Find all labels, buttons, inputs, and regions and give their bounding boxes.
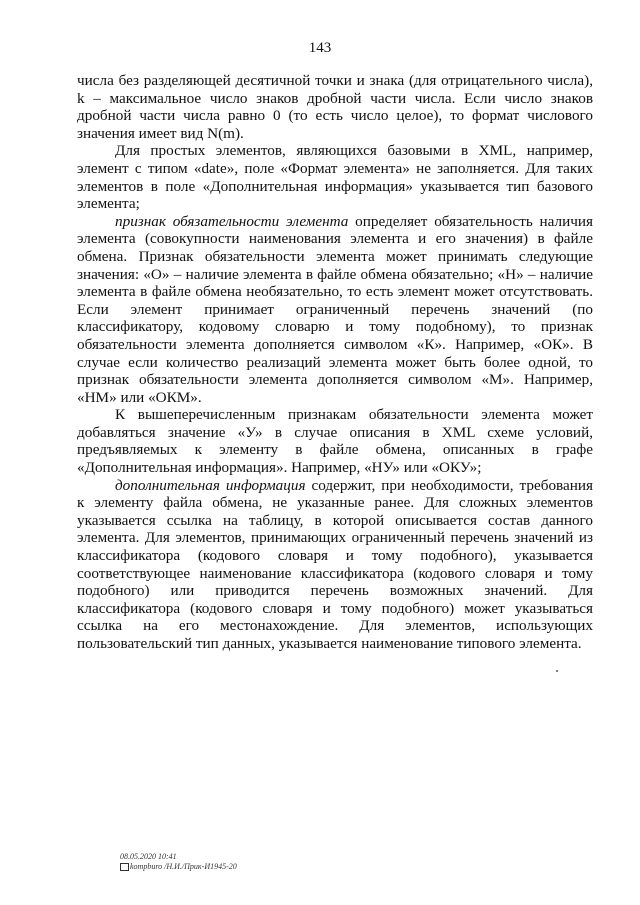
footer-file-reference <box>120 862 237 872</box>
paragraph <box>77 142 593 212</box>
page-number: 143 <box>308 40 332 56</box>
footer-file-path: kompburo /Н.И./Прик-И1945-20 <box>130 862 237 871</box>
paragraph-text: числа без разделяющей десятичной точки и знака (для отрицательного числа), k – максимальное число знаков дробной части числа. Если число знаков дробной части числа равно 0 (то есть число целое), то формат числового значения имеет вид N(m). <box>77 72 593 142</box>
paragraph-text: определяет обязательность наличия элемента (совокупности наименования элемента и его значения) в файле обмена. Признак обязательности элемента может принимать следующие значения: «О» – наличие элемента в файле обмена обязательно; «Н» – наличие элемента в файле обмена необязательно, то есть элемент может отсутствовать. Если элемент принимает ограниченный перечень значений (по классификатору, кодовому словарю и тому подобному), то признак обязательности элемента дополняется символом «К». Например, «ОК». В случае если количество реализаций элемента может быть более одной, то признак обязательности элемента дополняется символом «М». Например, «НМ» или «ОКМ». <box>77 212 593 406</box>
paragraph <box>77 213 593 407</box>
paragraph <box>77 406 593 476</box>
paragraph-text: К вышеперечисленным признакам обязательности элемента может добавляться значение «У» в случае описания в XML схеме условий, предъявляемых к элементу в файле обмена, описанных в графе «Дополнительная информация». Например, «НУ» или «ОКУ»; <box>77 406 593 477</box>
scan-speck <box>556 670 558 672</box>
paragraph <box>77 72 593 142</box>
document-body <box>77 72 593 653</box>
paragraph-text: содержит, при необходимости, требования к элементу файла обмена, не указанные ранее. Для сложных элементов указывается ссылка на таблицу, в которой описывается состав данного элемента. Для элементов, принимающих ограниченный перечень значений из классификатора (кодового словаря и тому подобного), указывается соответствующее наименование классификатора (кодового словаря и тому подобного) или приводится перечень возможных значений. Для классификатора (кодового словаря и тому подобного) может указываться ссылка на его местонахождение. Для элементов, использующих пользовательский тип данных, указывается наименование типового элемента. <box>77 476 593 652</box>
defined-term: признак обязательности элемента <box>115 212 349 230</box>
footer-timestamp: 08.05.2020 10:41 <box>120 852 177 861</box>
paragraph-text: Для простых элементов, являющихся базовыми в XML, например, элемент с типом «date», поле «Формат элемента» не заполняется. Для таких элементов в поле «Дополнительная информация» указывается тип базового элемента; <box>77 142 593 213</box>
print-footer <box>120 852 237 872</box>
defined-term: дополнительная информация <box>115 476 306 494</box>
document-icon <box>120 863 129 871</box>
paragraph <box>77 477 593 653</box>
